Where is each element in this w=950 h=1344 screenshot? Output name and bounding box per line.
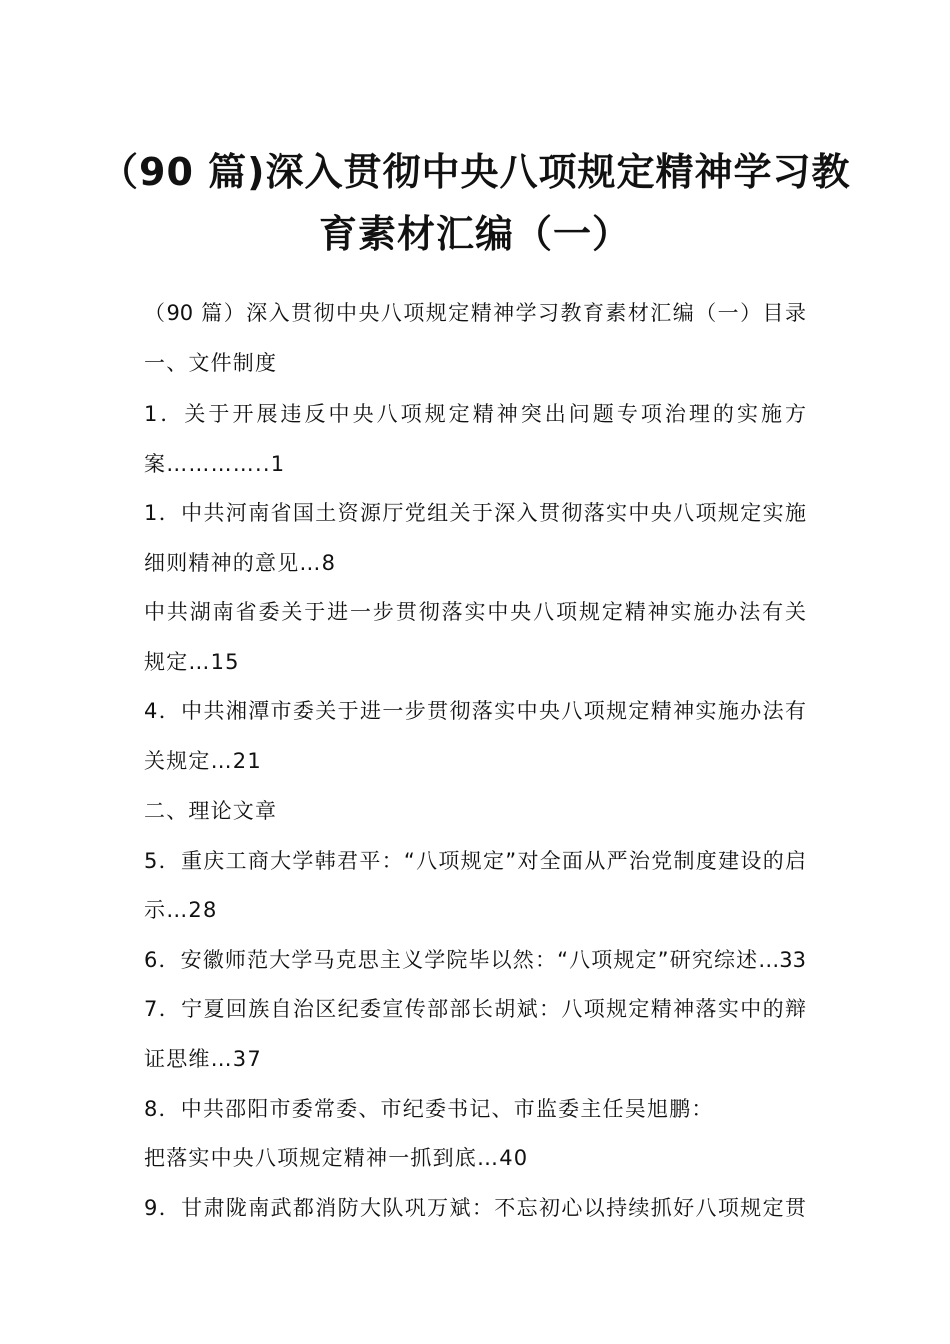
- toc-section-theory: 二、理论文章: [144, 799, 278, 823]
- toc-item-7-line-1: 7．宁夏回族自治区纪委宣传部部长胡斌：八项规定精神落实中的辩: [144, 997, 806, 1021]
- toc-item-5-line-1: 5．重庆工商大学韩君平：“八项规定”对全面从严治党制度建设的启: [144, 849, 806, 873]
- toc-item-2-line-1: 1．中共河南省国土资源厅党组关于深入贯彻落实中央八项规定实施: [144, 501, 806, 525]
- document-title-line-2: 育素材汇编（一）: [318, 212, 631, 256]
- toc-item-9-line-1: 9．甘肃陇南武都消防大队巩万斌：不忘初心以持续抓好八项规定贯: [144, 1196, 806, 1220]
- toc-item-1-line-1: 1．关于开展违反中央八项规定精神突出问题专项治理的实施方: [144, 402, 806, 426]
- toc-item-8-line-2: 把落实中央八项规定精神一抓到底…40: [144, 1146, 529, 1170]
- toc-item-8-line-1: 8．中共邵阳市委常委、市纪委书记、市监委主任吴旭鹏：: [144, 1097, 714, 1121]
- toc-item-4-line-1: 4．中共湘潭市委关于进一步贯彻落实中央八项规定精神实施办法有: [144, 699, 806, 723]
- toc-item-7-line-2: 证思维…37: [144, 1047, 262, 1071]
- toc-section-documents: 一、文件制度: [144, 351, 278, 375]
- toc-header: （90 篇）深入贯彻中央八项规定精神学习教育素材汇编（一）目录: [144, 301, 806, 325]
- toc-item-5-line-2: 示…28: [144, 898, 218, 922]
- document-title-line-1: （90 篇)深入贯彻中央八项规定精神学习教: [100, 150, 851, 194]
- toc-item-1-line-2: 案…………..1: [144, 452, 286, 476]
- toc-item-3-line-2: 规定…15: [144, 650, 240, 674]
- toc-item-2-line-2: 细则精神的意见…8: [144, 551, 337, 575]
- toc-item-4-line-2: 关规定…21: [144, 749, 262, 773]
- toc-item-3-line-1: 中共湖南省委关于进一步贯彻落实中央八项规定精神实施办法有关: [144, 600, 806, 624]
- toc-item-6-line-1: 6．安徽师范大学马克思主义学院毕以然：“八项规定”研究综述…33: [144, 948, 806, 972]
